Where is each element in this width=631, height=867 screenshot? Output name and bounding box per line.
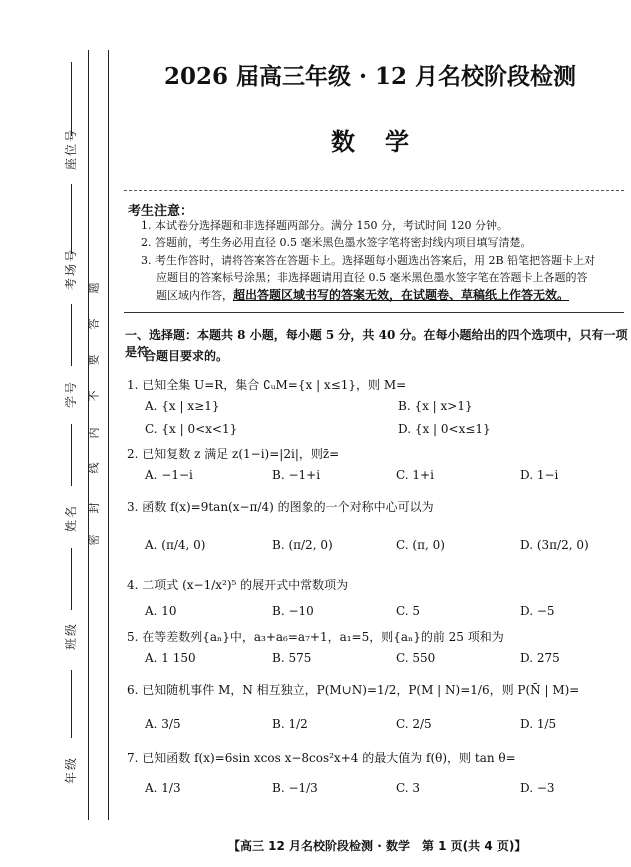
question-1-stem: 1. 已知全集 U=R，集合 ∁ᵤM={x | x≤1}，则 M=: [127, 378, 407, 392]
class-label: 班级: [64, 621, 78, 650]
notice-item-3-pre: 题区域内作答，: [156, 289, 233, 302]
notice-heading: 考生注意：: [128, 204, 194, 219]
notice-item-1: 1. 本试卷分选择题和非选择题两部分。满分 150 分，考试时间 120 分钟。: [141, 219, 508, 232]
question-7-option-c: C. 3: [396, 781, 421, 795]
class-field[interactable]: [71, 548, 72, 610]
subject-title: 数学: [331, 127, 439, 156]
question-1-option-b: B. {x | x>1}: [398, 399, 473, 413]
grade-label: 年级: [64, 755, 78, 784]
question-1-option-c: C. {x | 0<x<1}: [145, 422, 238, 436]
question-6-option-d: D. 1/5: [520, 717, 557, 731]
question-3-option-b: B. (π/2, 0): [272, 538, 333, 552]
question-2-option-c: C. 1+i: [396, 468, 434, 482]
question-3-option-d: D. (3π/2, 0): [520, 538, 589, 552]
question-1-option-d: D. {x | 0<x≤1}: [398, 422, 491, 436]
notice-emphasis: 超出答题区域书写的答案无效，在试题卷、草稿纸上作答无效。: [233, 288, 570, 302]
question-2-option-a: A. −1−i: [145, 468, 193, 482]
seal-char: 封: [87, 502, 101, 514]
question-3-stem: 3. 函数 f(x)=9tan(x−π/4) 的图象的一个对称中心可以为: [127, 500, 434, 514]
exam-title: 2026 届高三年级 · 12 月名校阶段检测: [163, 63, 577, 90]
seal-char: 要: [87, 354, 101, 366]
seal-char: 密: [87, 534, 101, 546]
notice-divider: [124, 312, 624, 313]
question-7-option-d: D. −3: [520, 781, 555, 795]
question-7-option-a: A. 1/3: [145, 781, 181, 795]
student-id-label: 学号: [64, 379, 78, 408]
notice-item-3-end: [156, 287, 569, 304]
question-3-option-a: A. (π/4, 0): [145, 538, 206, 552]
question-2-option-b: B. −1+i: [272, 468, 321, 482]
grade-field[interactable]: [71, 670, 72, 738]
header-divider: [124, 190, 624, 191]
question-1-option-a: A. {x | x≥1}: [145, 399, 220, 413]
name-label: 姓名: [64, 503, 78, 532]
question-5-option-b: B. 575: [272, 651, 312, 665]
question-6-option-a: A. 3/5: [145, 717, 181, 731]
notice-item-2: 2. 答题前，考生务必用直径 0.5 毫米黑色墨水签字笔将密封线内项目填写清楚。: [141, 236, 532, 249]
question-4-option-c: C. 5: [396, 604, 421, 618]
seal-char: 答: [87, 318, 101, 330]
question-7-stem: 7. 已知函数 f(x)=6sin xcos x−8cos²x+4 的最大值为 f(θ)，则 tan θ=: [127, 751, 516, 765]
notice-item-3: 3. 考生作答时，请将答案答在答题卡上。选择题每小题选出答案后，用 2B 铅笔把答题卡上对: [141, 254, 596, 267]
section-heading: 一、选择题：本题共 8 小题，每小题 5 分，共 40 分。在每小题给出的四个选项中，只有一项是符: [125, 328, 628, 359]
exam-room-field[interactable]: [71, 184, 72, 254]
page-footer: 【高三 12 月名校阶段检测 · 数学 第 1 页(共 4 页)】: [228, 839, 527, 853]
seat-number-field[interactable]: [71, 62, 72, 136]
question-5-option-c: C. 550: [396, 651, 436, 665]
seal-char: 内: [87, 427, 101, 439]
question-4-option-b: B. −10: [272, 604, 314, 618]
name-field[interactable]: [71, 424, 72, 486]
question-4-option-d: D. −5: [520, 604, 555, 618]
question-7-option-b: B. −1/3: [272, 781, 318, 795]
question-2-stem: 2. 已知复数 z 满足 z(1−i)=|2i|，则z̄=: [127, 447, 340, 461]
question-6-option-c: C. 2/5: [396, 717, 432, 731]
student-id-field[interactable]: [71, 304, 72, 366]
question-6-stem: 6. 已知随机事件 M，N 相互独立，P(M∪N)=1/2，P(M | N)=1/6，则 P(N̄ | M)=: [127, 683, 580, 697]
binding-line-inner: [108, 50, 109, 820]
seal-char: 不: [87, 390, 101, 402]
notice-item-3-cont: 应题目的答案标号涂黑；非选择题请用直径 0.5 毫米黑色墨水签字笔在答题卡上各题的答: [156, 271, 588, 284]
exam-room-label: 考场号: [64, 247, 78, 290]
question-5-option-a: A. 1 150: [145, 651, 196, 665]
question-4-option-a: A. 10: [145, 604, 177, 618]
question-3-option-c: C. (π, 0): [396, 538, 445, 552]
seal-char: 线: [87, 462, 101, 474]
section-heading-cont: 合题目要求的。: [144, 349, 229, 363]
seal-char: 题: [87, 282, 101, 294]
question-2-option-d: D. 1−i: [520, 468, 559, 482]
question-5-option-d: D. 275: [520, 651, 560, 665]
seat-number-label: 座位号: [64, 127, 78, 170]
question-4-stem: 4. 二项式 (x−1/x²)⁵ 的展开式中常数项为: [127, 578, 349, 592]
question-5-stem: 5. 在等差数列{aₙ}中，a₃+a₆=a₇+1，a₁=5，则{aₙ}的前 25 项和为: [127, 630, 504, 644]
question-6-option-b: B. 1/2: [272, 717, 308, 731]
